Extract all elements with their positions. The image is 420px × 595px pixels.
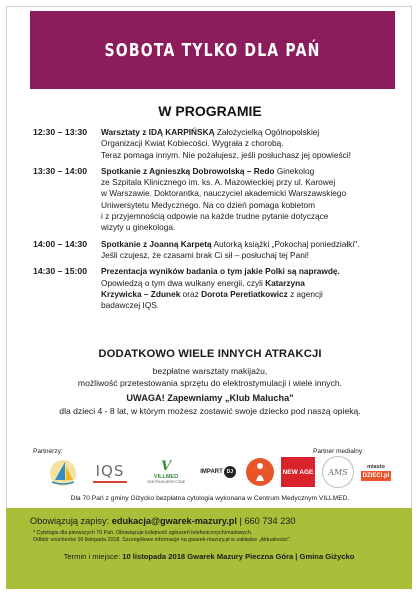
footer-note — [30, 530, 412, 544]
schedule-time: 13:30 – 14:00 — [33, 165, 88, 176]
ams-logo — [322, 456, 354, 488]
schedule-desc — [101, 266, 393, 311]
banner-title: SOBOTA TYLKO DLA PAŃ — [104, 39, 321, 61]
schedule-title: Prezentacja wyników badania o tym jakie Polki są naprawdę. — [101, 266, 340, 277]
extra-section — [0, 348, 420, 417]
schedule-text: w Warszawie. Doktorantka, nauczyciel akademicki Warszawskiego — [101, 188, 347, 199]
iqs-logo-text: IQS — [95, 461, 125, 480]
schedule-title: Spotkanie z Agnieszką Dobrowolską – Redo — [101, 165, 275, 176]
iqs-logo — [88, 458, 132, 486]
schedule-text: i z przyjemnością odpowie na każde trudne pytanie dotyczące — [101, 211, 329, 222]
figure-logo — [245, 457, 275, 487]
schedule-time: 14:00 – 14:30 — [33, 238, 88, 249]
schedule-text: Jeśli czujesz, że czasami brak Ci sił – posłuchaj tej Pani! — [101, 249, 309, 260]
enroll-email[interactable]: edukacja@gwarek-mazury.pl — [111, 516, 237, 526]
extra-line: dla dzieci 4 - 8 lat, w którym możesz zostawić swoje dziecko pod naszą opieką. — [59, 406, 361, 416]
media-partner-label: Partner medialny: — [313, 448, 364, 455]
schedule-text: badawczej IQS. — [101, 300, 160, 311]
ams-logo-text: AMS — [328, 467, 348, 477]
schedule-title: Spotkanie z Joanną Karpetą — [101, 238, 212, 249]
schedule-title: Warsztaty z IDĄ KARPIŃSKĄ — [101, 127, 215, 137]
speaker-name: Krzywicka – Zdunek — [101, 288, 181, 299]
enroll-prefix: Obowiązują zapisy: — [30, 516, 112, 526]
schedule-text: z agencji — [287, 288, 323, 299]
term-line — [30, 552, 412, 561]
schedule-desc — [101, 127, 393, 161]
uwaga-line: UWAGA! Zapewniamy „Klub Malucha" — [126, 393, 294, 403]
schedule-text: Teraz pomaga innym. Nie pożałujesz, jeśli posłuchasz jej opowieści! — [101, 149, 351, 160]
schedule-text: Organizacji Kwiat Kobiecości. Wygrała z chorobą. — [101, 138, 284, 149]
term-value: 10 listopada 2018 Gwarek Mazury Pieczna Góra | Gmina Giżycko — [122, 552, 355, 562]
miasto-logo-text: miasto — [367, 463, 385, 470]
schedule-text: Uniwersytetu Medycznego. Na co dzień pomaga kobietom — [101, 199, 315, 210]
footer-panel — [6, 508, 412, 589]
program-heading: W PROGRAMIE — [158, 103, 262, 119]
partner-logos — [33, 454, 393, 490]
extra-line: bezpłatne warsztaty makijażu, — [152, 366, 268, 376]
villmed-sub-text: CENTRUM MEDYCZNE — [146, 480, 186, 484]
schedule — [33, 127, 393, 316]
dzieci-logo-text: DZIECI.pl — [362, 472, 390, 479]
enroll-line — [30, 516, 412, 526]
extra-line: możliwość przetestowania sprzętu do elektrostymulacji i wiele innych. — [77, 378, 343, 388]
impart-logo — [197, 460, 239, 484]
enroll-separator: | — [236, 516, 245, 526]
schedule-desc — [101, 166, 393, 234]
schedule-time: 14:30 – 15:00 — [33, 266, 88, 277]
schedule-desc — [101, 239, 393, 262]
footer-note-line: Odbiór voucherów 10 listopada 2018. Szczegółowe informacje na gwarek-mazury.pl w zakładce „Aktualności". — [33, 537, 291, 544]
schedule-text: Ginekolog — [274, 165, 315, 176]
schedule-time: 12:30 – 13:30 — [33, 127, 88, 137]
term-prefix: Termin i miejsce: — [63, 552, 123, 562]
miasto-dzieci-logo — [358, 458, 394, 486]
schedule-row — [33, 266, 393, 311]
dj-logo-text: DJ — [224, 466, 236, 478]
schedule-text: wizyty u ginekologa. — [101, 222, 176, 233]
enroll-phone[interactable]: 660 734 230 — [244, 516, 296, 526]
schedule-text: oraz — [180, 288, 202, 299]
schedule-text: Opowiedzą o tym dwa wulkany energii, czyli — [101, 277, 266, 288]
cytology-note: Dla 70 Pań z gminy Giżycko bezpłatna cytologia wykonana w Centrum Medycznym VILLMED. — [70, 495, 350, 502]
schedule-text: Autorką książki „Pokochaj poniedziałki". — [211, 238, 360, 249]
schedule-row — [33, 239, 393, 262]
schedule-text: Założycielką Ogólnopolskiej — [214, 127, 320, 137]
speaker-name: Katarzyna — [265, 277, 305, 288]
new-age-logo — [281, 457, 315, 487]
villmed-logo: V VILLMED CENTRUM MEDYCZNE — [146, 459, 186, 484]
schedule-row — [33, 127, 393, 161]
sail-logo — [47, 456, 79, 488]
villmed-logo-text: VILLMED — [153, 474, 179, 480]
partners-label: Partnerzy: — [33, 448, 63, 455]
schedule-row — [33, 166, 393, 234]
speaker-name: Dorota Peretiatkowicz — [201, 288, 288, 299]
extra-heading: DODATKOWO WIELE INNYCH ATRAKCJI — [98, 348, 322, 360]
footer-note-line: * Cytologia dla pierwszych 70 Pań. Obowiązuje kolejność zgłoszeń telefonicznych/mailowych. — [33, 530, 253, 536]
new-age-logo-text: NEW AGE — [282, 468, 314, 476]
title-banner — [30, 11, 395, 89]
impart-logo-text: IMPART — [200, 469, 223, 475]
schedule-text: ze Szpitala Klinicznego im. ks. A. Mazowieckiej przy ul. Karowej — [101, 177, 336, 188]
